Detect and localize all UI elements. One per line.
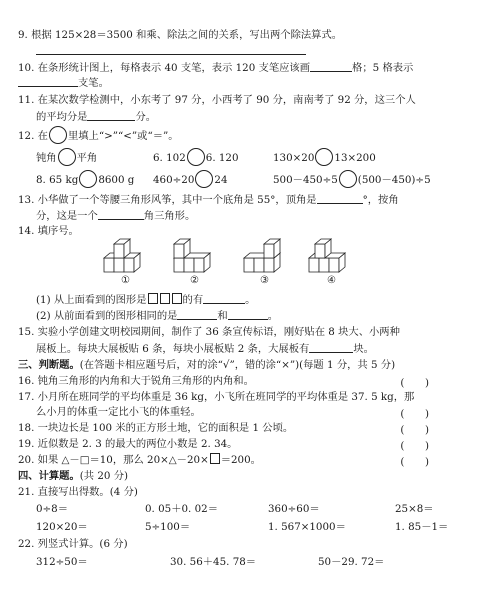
- q12-r1c2: [153, 148, 239, 166]
- q12-r1c3: [273, 148, 376, 166]
- q15-blank[interactable]: [309, 341, 353, 353]
- q14-label-2: ②: [190, 275, 199, 286]
- q13-blank2[interactable]: [98, 208, 144, 220]
- q16-text: 16. 钝角三角形的内角和大于锐角三角形的内角和。: [18, 375, 254, 387]
- q15-line1: 15. 实验小学创建文明校园期间，制作了 36 条宣传标语，刚好贴在 8 块大、小两种: [18, 326, 400, 338]
- q10-line1: [18, 60, 413, 75]
- section-3-instructions: (在答题卡相应题号后，对的涂“√”，错的涂“×”)(每题 1 分，共 5 分): [79, 359, 396, 371]
- q12-head-a: 12. 在: [18, 130, 48, 142]
- q13-line2: [36, 208, 195, 223]
- q12-r2c2-circle[interactable]: [195, 170, 213, 188]
- q21-r1c3: 360÷60＝: [268, 503, 320, 515]
- q21-title: 21. 直接写出得数。(4 分): [18, 486, 138, 498]
- q14-figure-4: [305, 238, 361, 274]
- q14-sub2-blank2[interactable]: [228, 308, 268, 320]
- q22-c1: 312÷50＝: [36, 556, 88, 568]
- q13-blank1[interactable]: [317, 192, 363, 204]
- q14-sub1-text2: 的有: [182, 294, 204, 306]
- q14-sub1-blank[interactable]: [203, 292, 245, 304]
- q12-circle-sample: [49, 126, 67, 144]
- q14-sub2-end: 。: [267, 310, 279, 322]
- q12-r1c1-circle[interactable]: [58, 148, 76, 166]
- q22-c3: 50－29. 72＝: [318, 556, 385, 568]
- q12-r1c1-left: 钝角: [36, 152, 57, 164]
- q21-r2c3: 1. 567×1000＝: [268, 521, 346, 533]
- q12-r2c1-left: 8. 65 kg: [36, 174, 79, 186]
- q10-text3: 支笔。: [78, 77, 109, 89]
- q14-figure-1: [100, 238, 152, 274]
- q14-sub1: [36, 292, 255, 307]
- q12-r1c1: [36, 148, 97, 166]
- q14-sub2-blank1[interactable]: [177, 308, 217, 320]
- q17-line1: 17. 小月所在班同学的平均体重是 36 kg，小飞所在班同学的平均体重是 37. 5 kg，那: [18, 391, 415, 403]
- q20-text-b: ＝200。: [220, 454, 261, 466]
- section-3-header: [18, 358, 395, 372]
- q20-text: [18, 453, 261, 467]
- q18-text: 18. 一块边长是 100 米的正方形土地，它的面积是 1 公顷。: [18, 422, 294, 434]
- section-4-title: 四、计算题。: [18, 470, 80, 482]
- q21-r1c4: 25×8＝: [395, 503, 434, 515]
- section-4-header: [18, 469, 128, 483]
- q14-label-4: ④: [327, 275, 336, 286]
- q12-r1c2-right: 6. 120: [205, 152, 239, 164]
- q9-answer-line[interactable]: [36, 54, 306, 55]
- q10-line2: [18, 75, 109, 90]
- q22-title: 22. 列竖式计算。(6 分): [18, 538, 128, 550]
- q12-r2c3-right: (500－450)÷5: [357, 174, 431, 186]
- q15-end: 块。: [353, 343, 374, 355]
- q12-r2c3-left: 500－450÷5: [273, 174, 338, 186]
- q10-blank2[interactable]: [18, 75, 78, 87]
- q20-square: [210, 453, 220, 464]
- q9-text: 9. 根据 125×28＝3500 和乘、除法之间的关系，写出两个除法算式。: [18, 29, 343, 41]
- q12-head-b: 里填上“>”“<”或“＝”。: [67, 130, 179, 142]
- q20-answer[interactable]: ( ): [400, 456, 429, 468]
- q16-answer[interactable]: ( ): [400, 377, 429, 389]
- q14-figure-2: [170, 238, 222, 274]
- q12-r2c2-right: 24: [214, 174, 228, 186]
- q21-r2c4: 1. 85－1＝: [395, 521, 449, 533]
- q12-r2c1-circle[interactable]: [79, 170, 97, 188]
- q11-line2: [36, 109, 156, 124]
- q12-r2c2-left: 460÷20: [153, 174, 195, 186]
- q12-r1c2-left: 6. 102: [153, 152, 186, 164]
- q14-sub2: [36, 308, 278, 323]
- q12-r1c3-left: 130×20: [273, 152, 315, 164]
- q12-r1c3-right: 13×200: [334, 152, 376, 164]
- q15-text: 展板上。每块大展板贴 6 条，每块小展板贴 2 条，大展板有: [36, 343, 310, 355]
- q13-text4: 角三角形。: [143, 210, 196, 222]
- q13-text2: °，按角: [362, 194, 399, 206]
- q13-text3: 分，这是一个: [36, 210, 98, 222]
- q14-figure-3: [240, 238, 292, 274]
- q12-head: [18, 126, 179, 144]
- q18-answer[interactable]: ( ): [400, 424, 429, 436]
- q22-c2: 30. 56＋45. 78＝: [170, 556, 257, 568]
- q15-line2: [36, 341, 374, 356]
- q12-r1c2-circle[interactable]: [187, 148, 205, 166]
- q13-text1: 13. 小华做了一个等腰三角形风筝，其中一个底角是 55°，顶角是: [18, 194, 317, 206]
- q12-r2c1-right: 8600 g: [98, 174, 135, 186]
- q14-sub2-text: (2) 从前面看到的图形相同的是: [36, 310, 178, 322]
- q11-text: 的平均分是: [36, 111, 88, 123]
- q19-answer[interactable]: ( ): [400, 440, 429, 452]
- q14-label-1: ①: [121, 275, 130, 286]
- q21-r1c1: 0÷8＝: [36, 503, 69, 515]
- q10-text2: 格；5 格表示: [352, 62, 414, 74]
- q19-text: 19. 近似数是 2. 3 的最大的两位小数是 2. 34。: [18, 438, 238, 450]
- q12-r2c1: [36, 170, 134, 188]
- q17-answer[interactable]: ( ): [400, 408, 429, 420]
- q14-sub1-text: (1) 从上面看到的图形是: [36, 294, 147, 306]
- q14-title: 14. 填序号。: [18, 225, 79, 237]
- q11-unit: 分。: [135, 111, 157, 123]
- q12-r1c3-circle[interactable]: [315, 148, 333, 166]
- q12-r2c3: [273, 170, 431, 188]
- q14-top-view-shape: [147, 294, 183, 306]
- q10-blank1[interactable]: [310, 60, 352, 72]
- q21-r2c2: 5÷100＝: [145, 521, 191, 533]
- q12-r1c1-right: 平角: [76, 152, 98, 164]
- q14-sub1-end: 。: [245, 294, 256, 306]
- q11-blank[interactable]: [87, 109, 135, 121]
- q17-line2: 么小月的体重一定比小飞的体重轻。: [36, 406, 201, 418]
- q13-line1: [18, 192, 399, 207]
- q11-line1: 11. 在某次数学检测中，小东考了 97 分，小西考了 90 分，南南考了 92 分，这三个人: [18, 94, 416, 106]
- section-4-score: (共 20 分): [79, 470, 129, 482]
- q12-r2c2: [153, 170, 228, 188]
- q14-label-3: ③: [260, 275, 269, 286]
- section-3-title: 三、判断题。: [18, 359, 80, 371]
- q12-r2c3-circle[interactable]: [339, 170, 357, 188]
- q14-sub2-and: 和: [217, 310, 228, 322]
- q21-r2c1: 120×20＝: [36, 521, 88, 533]
- q10-text1: 10. 在条形统计图上，每格表示 40 支笔，表示 120 支笔应该画: [18, 62, 311, 74]
- q21-r1c2: 0. 05＋0. 02＝: [145, 503, 218, 515]
- q20-text-a: 20. 如果 △－□＝10，那么 20×△－20×: [18, 454, 209, 466]
